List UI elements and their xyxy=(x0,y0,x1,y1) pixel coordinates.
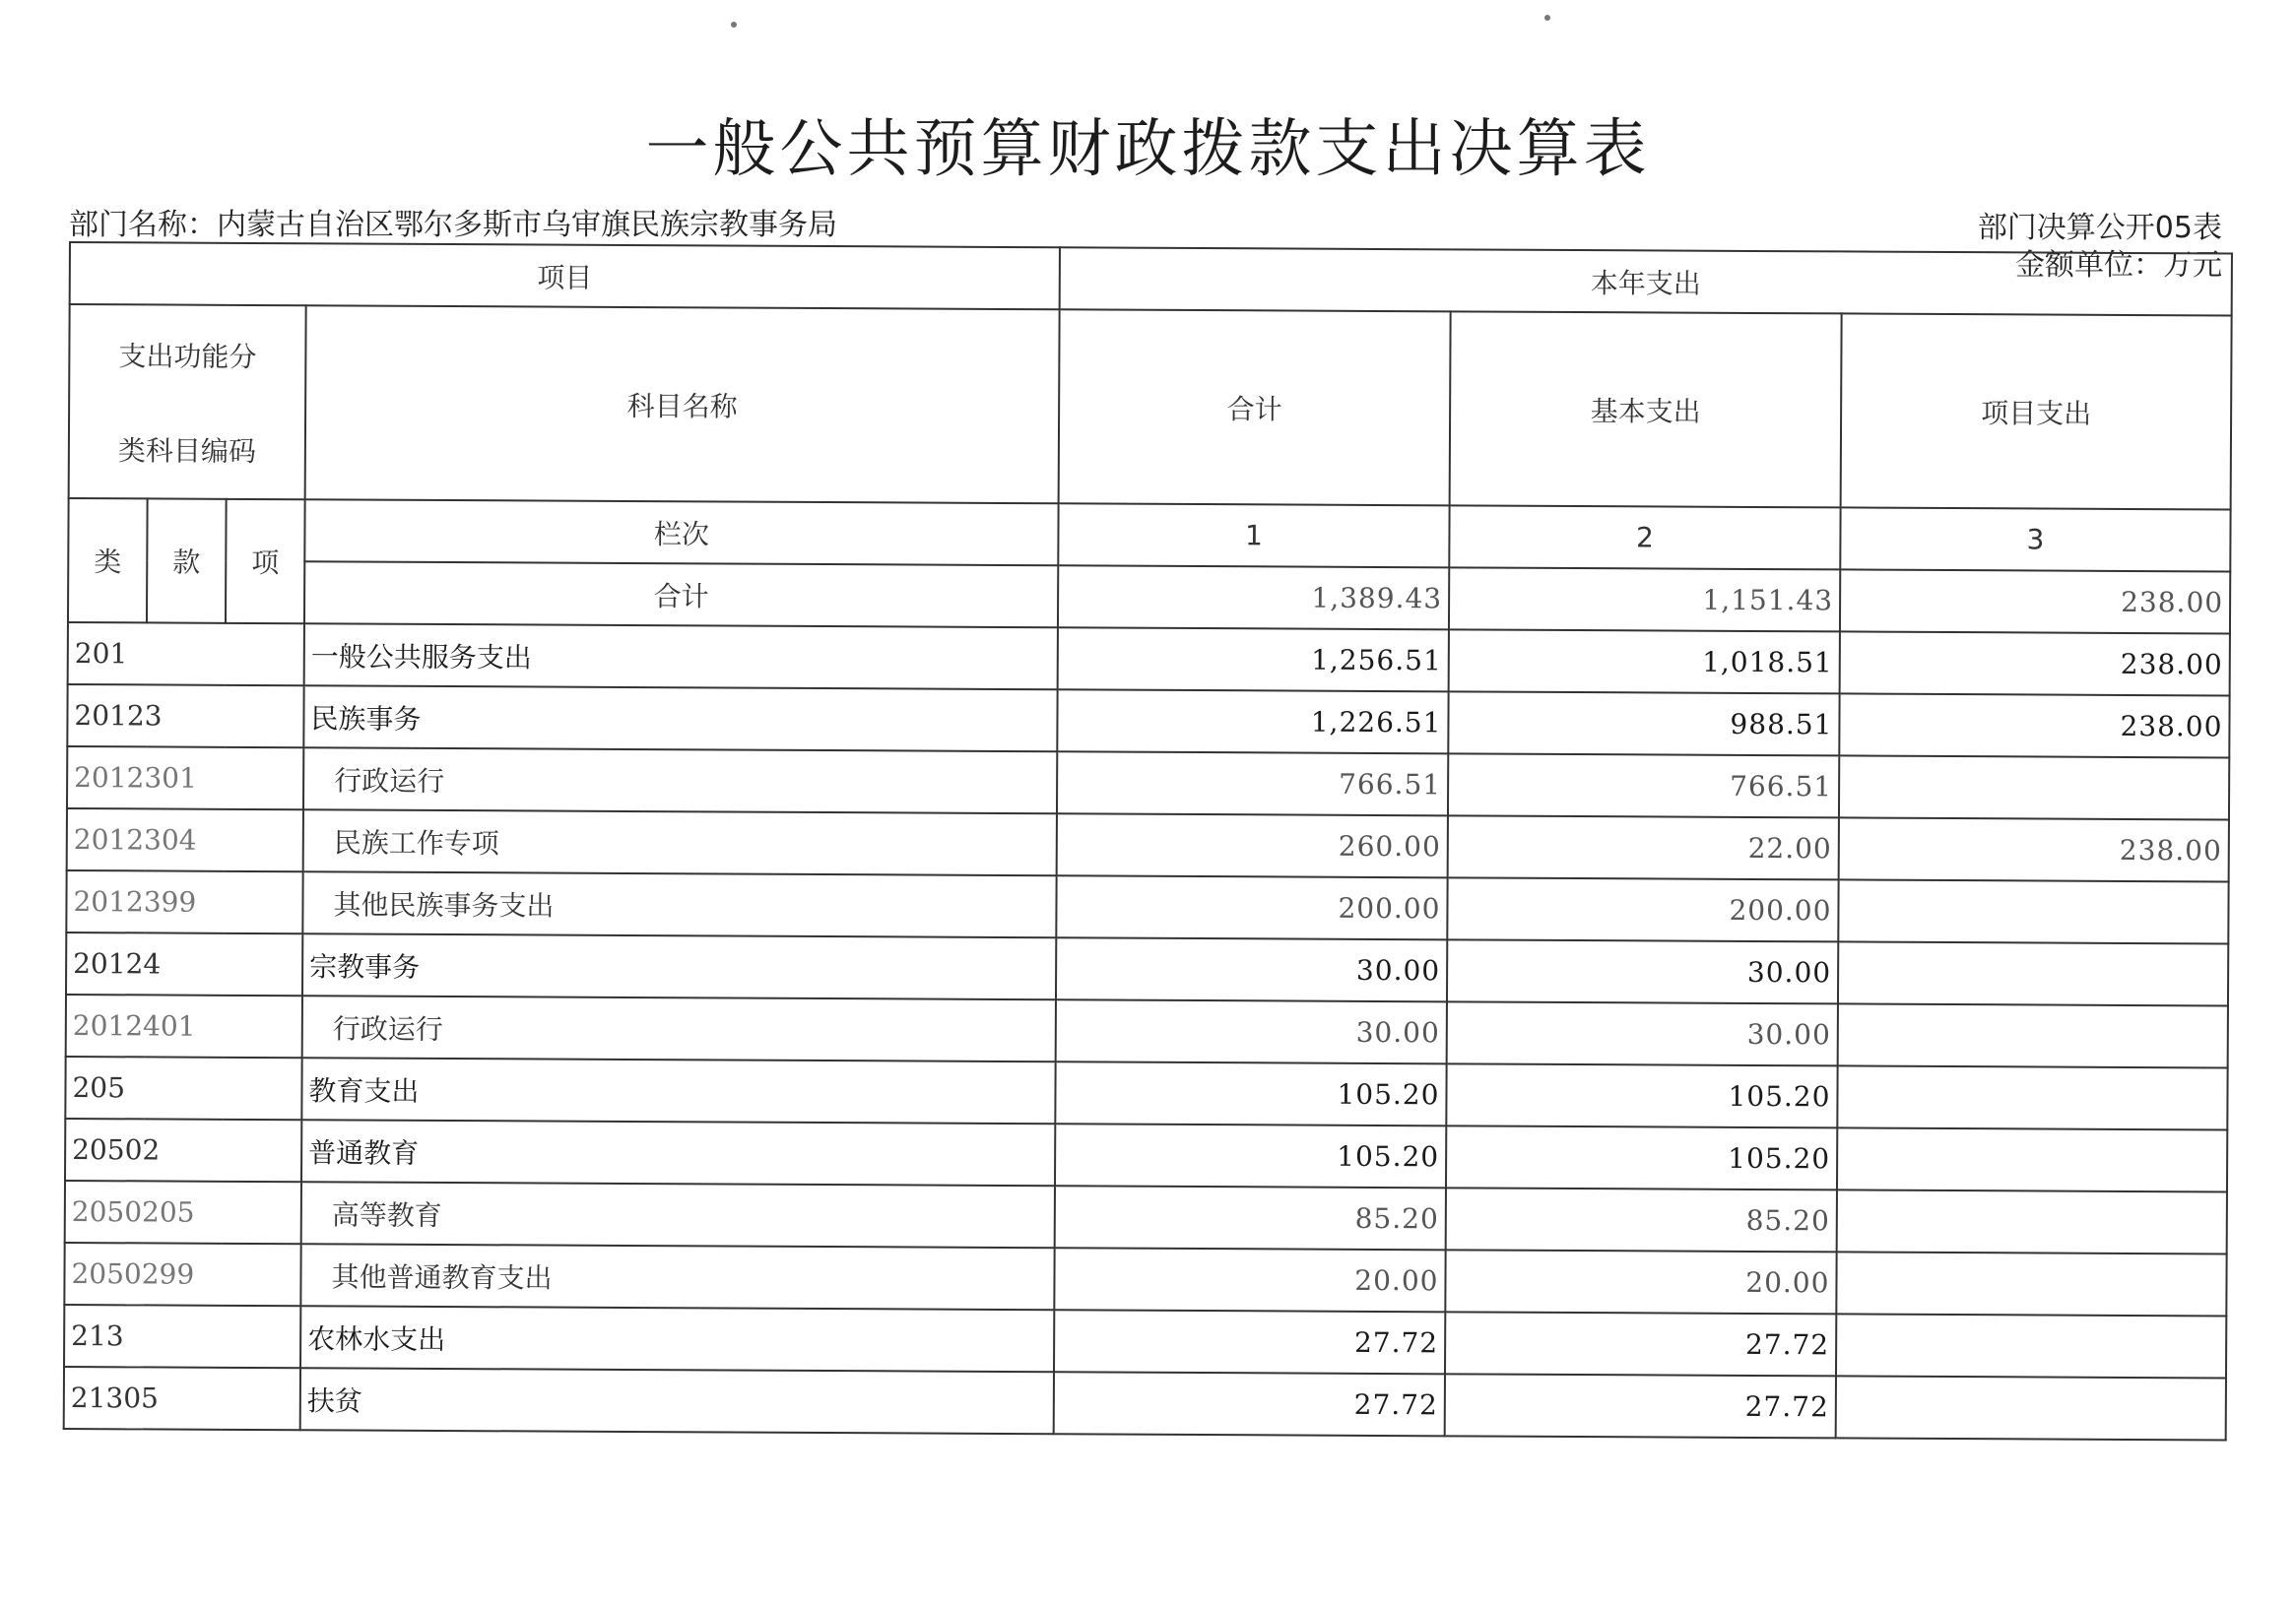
row-code: 2050205 xyxy=(65,1181,301,1244)
row-code: 20502 xyxy=(65,1119,301,1182)
row-total: 85.20 xyxy=(1055,1186,1446,1250)
row-basic: 766.51 xyxy=(1448,753,1839,817)
row-code: 2050299 xyxy=(64,1243,300,1306)
row-basic: 20.00 xyxy=(1445,1250,1836,1314)
header-total: 合计 xyxy=(1059,309,1451,505)
row-basic: 27.72 xyxy=(1445,1312,1836,1376)
row-total: 27.72 xyxy=(1054,1310,1445,1374)
row-subject-name: 其他民族事务支出 xyxy=(302,871,1056,937)
row-project xyxy=(1837,1065,2227,1129)
row-subject-name: 民族工作专项 xyxy=(303,809,1057,875)
scan-speck xyxy=(731,22,737,28)
row-basic: 105.20 xyxy=(1446,1063,1837,1127)
header-current-year: 本年支出 xyxy=(1060,247,2232,315)
row-total: 105.20 xyxy=(1055,1124,1446,1188)
row-project xyxy=(1836,1376,2226,1440)
row-subject-name: 农林水支出 xyxy=(300,1306,1054,1372)
row-subject-name: 行政运行 xyxy=(302,996,1056,1061)
row-subject-name: 其他普通教育支出 xyxy=(300,1244,1054,1310)
table-row xyxy=(65,1181,2227,1253)
unit-label: 金额单位：万元 xyxy=(2015,248,2222,283)
scan-speck xyxy=(1544,15,1550,21)
header-col2: 2 xyxy=(1449,505,1840,569)
row-basic: 30.00 xyxy=(1447,1001,1838,1065)
row-subject-name: 高等教育 xyxy=(301,1182,1055,1248)
table-row xyxy=(65,1057,2227,1129)
row-code: 213 xyxy=(64,1305,300,1368)
summary-label: 合计 xyxy=(304,561,1058,627)
row-subject-name: 民族事务 xyxy=(303,685,1057,751)
row-project xyxy=(1837,1127,2227,1191)
row-project xyxy=(1836,1314,2226,1378)
table-row xyxy=(64,1305,2226,1378)
row-subject-name: 行政运行 xyxy=(303,747,1057,813)
row-total: 1,226.51 xyxy=(1057,689,1448,753)
header-code-line1: 支出功能分 xyxy=(118,339,257,373)
row-subject-name: 一般公共服务支出 xyxy=(304,623,1058,689)
row-project xyxy=(1838,941,2228,1005)
header-col3: 3 xyxy=(1840,507,2230,571)
header-item: 项目 xyxy=(70,242,1060,309)
summary-project: 238.00 xyxy=(1840,569,2230,633)
header-basic: 基本支出 xyxy=(1450,311,1842,507)
table-body xyxy=(64,622,2230,1440)
row-total: 200.00 xyxy=(1056,875,1447,939)
row-project xyxy=(1838,1003,2228,1067)
row-basic: 27.72 xyxy=(1445,1374,1836,1438)
row-total: 1,256.51 xyxy=(1058,627,1449,691)
form-number: 部门决算公开05表 xyxy=(1977,211,2222,245)
table-row xyxy=(66,932,2228,1005)
row-code: 2012304 xyxy=(67,808,303,871)
table-row xyxy=(66,870,2228,943)
row-basic: 1,018.51 xyxy=(1449,629,1840,693)
row-project: 238.00 xyxy=(1840,631,2230,695)
row-total: 105.20 xyxy=(1055,1061,1446,1125)
summary-basic: 1,151.43 xyxy=(1449,567,1840,631)
row-subject-name: 宗教事务 xyxy=(302,933,1056,999)
table-row xyxy=(67,746,2229,819)
header-xiang: 项 xyxy=(226,499,305,623)
row-project xyxy=(1838,879,2228,943)
row-code: 2012401 xyxy=(66,995,302,1058)
row-total: 30.00 xyxy=(1056,999,1447,1063)
row-total: 30.00 xyxy=(1056,937,1447,1001)
row-code: 20124 xyxy=(66,932,302,996)
header-function-code xyxy=(69,304,306,499)
row-total: 260.00 xyxy=(1057,813,1448,877)
header-subject-name: 科目名称 xyxy=(305,305,1060,503)
row-basic: 85.20 xyxy=(1446,1188,1837,1252)
header-col1: 1 xyxy=(1058,503,1449,567)
row-basic: 105.20 xyxy=(1446,1125,1837,1189)
row-total: 766.51 xyxy=(1057,751,1448,815)
row-code: 20123 xyxy=(67,684,303,747)
row-project xyxy=(1836,1252,2226,1316)
page-title: 一般公共预算财政拨款支出决算表 xyxy=(645,113,1651,186)
row-basic: 988.51 xyxy=(1448,691,1839,755)
row-project: 238.00 xyxy=(1839,817,2229,881)
row-total: 20.00 xyxy=(1054,1248,1445,1312)
header-column-no: 栏次 xyxy=(304,499,1058,565)
budget-table xyxy=(63,241,2233,1441)
table-row xyxy=(64,1243,2226,1316)
row-subject-name: 教育支出 xyxy=(301,1058,1055,1124)
budget-table-sheet xyxy=(63,241,2231,1441)
row-basic: 30.00 xyxy=(1447,939,1838,1003)
row-code: 2012301 xyxy=(67,746,303,809)
row-subject-name: 扶贫 xyxy=(300,1368,1054,1434)
table-row xyxy=(67,808,2229,881)
row-code: 21305 xyxy=(64,1367,300,1430)
row-project xyxy=(1837,1189,2227,1253)
table-row xyxy=(65,1119,2227,1191)
row-basic: 22.00 xyxy=(1448,815,1839,879)
row-code: 205 xyxy=(65,1057,301,1120)
summary-total: 1,389.43 xyxy=(1058,565,1449,629)
header-kuan: 款 xyxy=(147,498,227,622)
row-subject-name: 普通教育 xyxy=(301,1120,1055,1186)
row-code: 201 xyxy=(68,622,304,685)
header-project: 项目支出 xyxy=(1841,313,2232,509)
table-row xyxy=(67,684,2229,757)
row-project: 238.00 xyxy=(1839,693,2229,757)
row-total: 27.72 xyxy=(1054,1372,1445,1436)
row-basic: 200.00 xyxy=(1447,877,1838,941)
header-lei: 类 xyxy=(68,498,148,622)
table-row xyxy=(66,995,2228,1067)
table-row xyxy=(64,1367,2226,1440)
header-code-line2: 类科目编码 xyxy=(117,433,256,468)
row-code: 2012399 xyxy=(66,870,302,933)
row-project xyxy=(1839,755,2229,819)
table-row xyxy=(68,622,2230,695)
department-label: 部门名称：内蒙古自治区鄂尔多斯市乌审旗民族宗教事务局 xyxy=(69,208,837,242)
